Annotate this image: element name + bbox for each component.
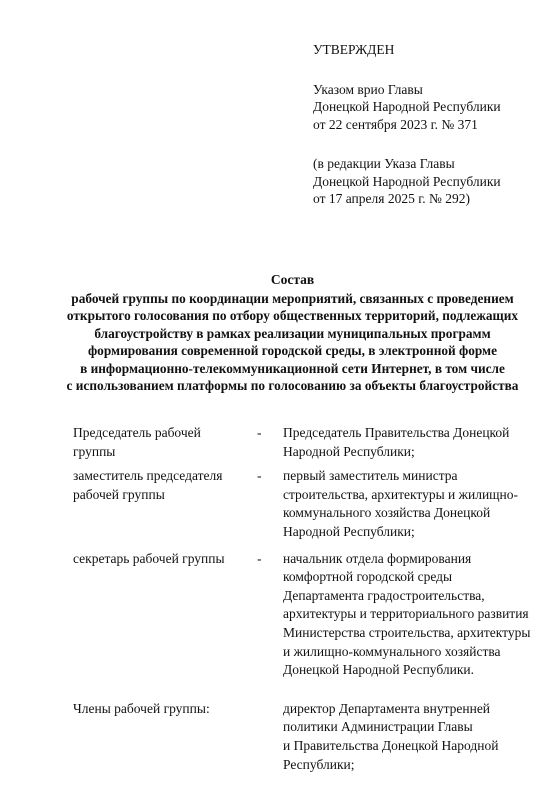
members-list: [73, 424, 543, 774]
desc-line: и жилищно-коммунального хозяйства: [283, 643, 501, 659]
member-role: [73, 467, 257, 504]
member-role: [73, 424, 257, 461]
desc-line: политики Администрации Главы: [283, 719, 473, 735]
edition-line: (в редакции Указа Главы: [313, 156, 455, 171]
decree-line: Донецкой Народной Республики: [313, 99, 501, 114]
heading-line: с использованием платформы по голосованию за объекты благоустройства: [66, 378, 519, 393]
decree-line: от 22 сентября 2023 г. № 371: [313, 116, 478, 132]
desc-line: Председатель Правительства Донецкой: [283, 425, 510, 440]
desc-line: Народной Республики;: [283, 523, 415, 539]
desc-line: коммунального хозяйства Донецкой: [283, 505, 491, 521]
desc-line: первый заместитель министра: [283, 468, 458, 484]
member-row-deputy: [73, 467, 543, 541]
decree-line: Указом врио Главы: [313, 81, 423, 97]
member-row-secretary: [73, 550, 543, 680]
role-line: Члены рабочей группы:: [73, 700, 210, 716]
desc-line: строительства, архитектуры и жилищно-: [283, 486, 519, 502]
desc-line: Народной Республики;: [283, 443, 415, 459]
desc-line: и Правительства Донецкой Народной: [283, 737, 499, 753]
member-dash: -: [257, 550, 262, 566]
edition-line: от 17 апреля 2025 г. № 292): [313, 191, 470, 206]
member-description: [283, 550, 543, 680]
role-line: рабочей группы: [73, 486, 165, 502]
member-dash: -: [257, 425, 262, 440]
document-heading: [40, 271, 545, 395]
desc-line: Донецкой Народной Республики.: [283, 662, 475, 678]
heading-line: в информационно-телекоммуникационной сети Интернет, в том числе: [80, 360, 505, 376]
member-row-members: [73, 700, 543, 774]
desc-line: Республики;: [283, 756, 355, 772]
heading-line: рабочей группы по координации мероприятий, связанных с проведением: [71, 290, 514, 306]
desc-line: директор Департамента внутренней: [283, 700, 491, 716]
heading-title: Состав: [270, 272, 315, 287]
member-role: [73, 700, 257, 719]
role-line: секретарь рабочей группы: [73, 550, 225, 566]
member-description: [283, 700, 543, 774]
desc-line: архитектуры и территориального развития: [283, 606, 529, 622]
role-line: заместитель председателя: [73, 468, 223, 484]
member-description: [283, 467, 543, 541]
member-dash: -: [257, 468, 262, 484]
desc-line: Министерства строительства, архитектуры: [283, 624, 531, 640]
approval-block: [313, 41, 501, 208]
role-line: группы: [73, 443, 116, 459]
approval-title: УТВЕРЖДЕН: [313, 42, 395, 57]
member-row-chairman: [73, 424, 543, 461]
member-role: [73, 550, 257, 569]
heading-line: формирования современной городской среды, в электронной форме: [87, 343, 498, 358]
heading-line: открытого голосования по отбору общественных территорий, подлежащих: [66, 308, 519, 323]
heading-line: благоустройству в рамках реализации муниципальных программ: [94, 325, 491, 341]
desc-line: комфортной городской среды: [283, 569, 453, 585]
role-line: Председатель рабочей: [73, 425, 201, 440]
member-description: [283, 424, 543, 461]
desc-line: Департамента градостроительства,: [283, 587, 485, 603]
desc-line: начальник отдела формирования: [283, 550, 472, 566]
edition-line: Донецкой Народной Республики: [313, 173, 501, 189]
